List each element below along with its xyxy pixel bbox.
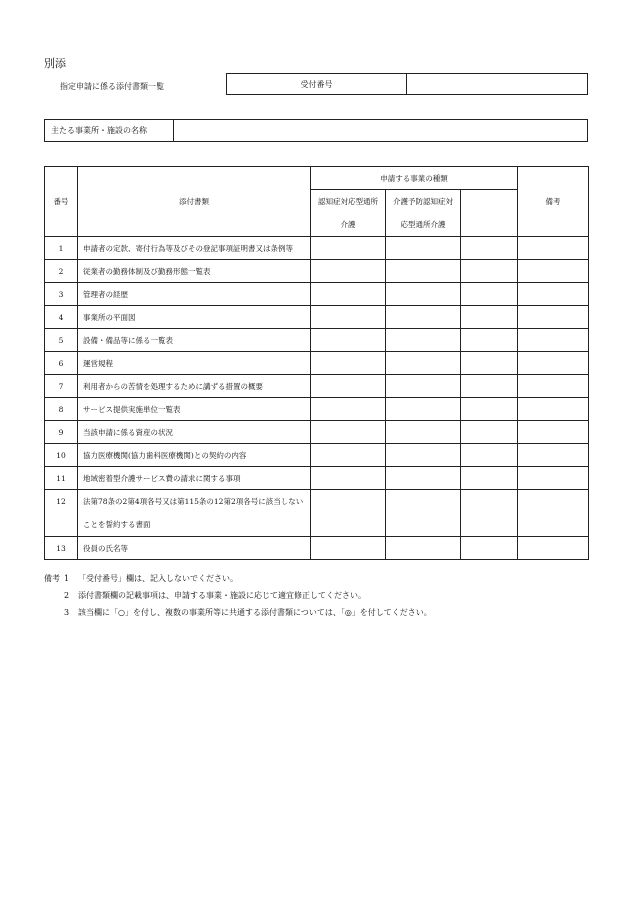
check-cell[interactable] <box>461 375 518 398</box>
check-cell[interactable] <box>386 237 461 260</box>
business-type-1-line1: 認知症対応型通所 <box>318 197 378 206</box>
check-cell[interactable] <box>311 398 386 421</box>
business-type-2-header <box>386 190 461 237</box>
remarks-cell[interactable] <box>518 444 589 467</box>
check-cell[interactable] <box>311 329 386 352</box>
table-row <box>45 467 589 490</box>
table-row <box>45 283 589 306</box>
check-cell[interactable] <box>311 490 386 537</box>
check-cell[interactable] <box>461 537 518 560</box>
check-cell[interactable] <box>461 398 518 421</box>
row-document: 地域密着型介護サービス費の請求に関する事項 <box>78 467 311 490</box>
column-header-remarks: 備考 <box>518 167 589 237</box>
row-number: 1 <box>45 237 78 260</box>
table-row <box>45 444 589 467</box>
check-cell[interactable] <box>311 306 386 329</box>
row-document: サービス提供実施単位一覧表 <box>78 398 311 421</box>
note-number: 3 <box>64 608 70 617</box>
check-cell[interactable] <box>311 352 386 375</box>
note-text: 添付書類欄の記載事項は、申請する事業・施設に応じて適宜修正してください。 <box>78 591 366 600</box>
remarks-cell[interactable] <box>518 467 589 490</box>
row-document: 当該申請に係る資産の状況 <box>78 421 311 444</box>
table-row <box>45 352 589 375</box>
check-cell[interactable] <box>461 237 518 260</box>
attachment-documents-table <box>44 166 589 560</box>
check-cell[interactable] <box>461 421 518 444</box>
table-row <box>45 260 589 283</box>
remarks-cell[interactable] <box>518 398 589 421</box>
check-cell[interactable] <box>386 260 461 283</box>
check-cell[interactable] <box>386 306 461 329</box>
check-cell[interactable] <box>311 237 386 260</box>
table-row <box>45 306 589 329</box>
row-document: 運営規程 <box>78 352 311 375</box>
row-document: 協力医療機関(協力歯科医療機関)との契約の内容 <box>78 444 311 467</box>
row-document-line2: ことを誓約する書面 <box>83 520 151 529</box>
check-cell[interactable] <box>461 467 518 490</box>
check-cell[interactable] <box>311 444 386 467</box>
business-type-1-line2: 介護 <box>340 220 356 229</box>
row-document: 従業者の勤務体制及び勤務形態一覧表 <box>78 260 311 283</box>
row-number: 6 <box>45 352 78 375</box>
check-cell[interactable] <box>311 260 386 283</box>
business-type-3-header <box>461 190 518 237</box>
table-row <box>45 375 589 398</box>
reception-number-label: 受付番号 <box>227 74 407 94</box>
table-row <box>45 490 589 537</box>
row-document: 役員の氏名等 <box>78 537 311 560</box>
row-document: 設備・備品等に係る一覧表 <box>78 329 311 352</box>
office-name-field[interactable] <box>174 120 587 141</box>
check-cell[interactable] <box>311 421 386 444</box>
check-cell[interactable] <box>386 467 461 490</box>
document-title: 指定申請に係る添付書類一覧 <box>60 82 164 91</box>
check-cell[interactable] <box>386 421 461 444</box>
check-cell[interactable] <box>461 260 518 283</box>
remarks-cell[interactable] <box>518 537 589 560</box>
reception-number-field[interactable] <box>407 74 587 94</box>
check-cell[interactable] <box>386 283 461 306</box>
check-cell[interactable] <box>386 490 461 537</box>
check-cell[interactable] <box>386 375 461 398</box>
check-cell[interactable] <box>311 537 386 560</box>
row-document: 事業所の平面図 <box>78 306 311 329</box>
row-document <box>78 490 311 537</box>
row-document-line1: 法第78条の2第4項各号又は第115条の12第2項各号に該当しない <box>83 497 304 506</box>
table-row <box>45 237 589 260</box>
row-document: 申請者の定款、寄付行為等及びその登記事項証明書又は条例等 <box>78 237 311 260</box>
remarks-cell[interactable] <box>518 375 589 398</box>
row-document: 管理者の経歴 <box>78 283 311 306</box>
note-item <box>44 570 432 587</box>
table-row <box>45 537 589 560</box>
remarks-cell[interactable] <box>518 283 589 306</box>
row-document: 利用者からの苦情を処理するために講ずる措置の概要 <box>78 375 311 398</box>
check-cell[interactable] <box>386 537 461 560</box>
table-row <box>45 398 589 421</box>
table-header-row-1 <box>45 167 589 190</box>
note-text: 該当欄に「○」を付し、複数の事業所等に共通する添付書類については、「◎」を付してください。 <box>78 608 432 617</box>
check-cell[interactable] <box>461 352 518 375</box>
check-cell[interactable] <box>461 283 518 306</box>
notes-section <box>44 570 432 621</box>
check-cell[interactable] <box>386 329 461 352</box>
note-text: 「受付番号」欄は、記入しないでください。 <box>78 574 238 583</box>
row-number: 8 <box>45 398 78 421</box>
reception-number-box <box>226 73 588 95</box>
row-number: 11 <box>45 467 78 490</box>
check-cell[interactable] <box>386 398 461 421</box>
check-cell[interactable] <box>386 352 461 375</box>
check-cell[interactable] <box>461 490 518 537</box>
row-number: 3 <box>45 283 78 306</box>
notes-lead: 備考 <box>44 574 60 583</box>
row-number: 5 <box>45 329 78 352</box>
column-header-number: 番号 <box>45 167 78 237</box>
check-cell[interactable] <box>386 444 461 467</box>
row-number: 2 <box>45 260 78 283</box>
office-name-label: 主たる事業所・施設の名称 <box>45 120 174 141</box>
note-number: 2 <box>64 591 70 600</box>
row-number: 13 <box>45 537 78 560</box>
page-label: 別添 <box>44 57 66 70</box>
remarks-cell[interactable] <box>518 329 589 352</box>
note-item <box>44 604 432 621</box>
column-header-business-types: 申請する事業の種類 <box>311 167 518 190</box>
note-item <box>44 587 432 604</box>
row-number: 10 <box>45 444 78 467</box>
check-cell[interactable] <box>311 283 386 306</box>
remarks-cell[interactable] <box>518 352 589 375</box>
remarks-cell[interactable] <box>518 237 589 260</box>
remarks-cell[interactable] <box>518 306 589 329</box>
note-number: 1 <box>64 574 70 583</box>
check-cell[interactable] <box>311 375 386 398</box>
row-number: 4 <box>45 306 78 329</box>
business-type-2-line1: 介護予防認知症対 <box>393 197 453 206</box>
column-header-documents: 添付書類 <box>78 167 311 237</box>
business-type-1-header <box>311 190 386 237</box>
check-cell[interactable] <box>311 467 386 490</box>
header-row <box>44 73 588 97</box>
check-cell[interactable] <box>461 306 518 329</box>
business-type-2-line2: 応型通所介護 <box>400 220 446 229</box>
table-row <box>45 329 589 352</box>
row-number: 7 <box>45 375 78 398</box>
row-number: 9 <box>45 421 78 444</box>
table-row <box>45 421 589 444</box>
check-cell[interactable] <box>461 329 518 352</box>
check-cell[interactable] <box>461 444 518 467</box>
office-name-box <box>44 119 588 142</box>
row-number: 12 <box>45 490 78 537</box>
remarks-cell[interactable] <box>518 421 589 444</box>
remarks-cell[interactable] <box>518 260 589 283</box>
remarks-cell[interactable] <box>518 490 589 537</box>
